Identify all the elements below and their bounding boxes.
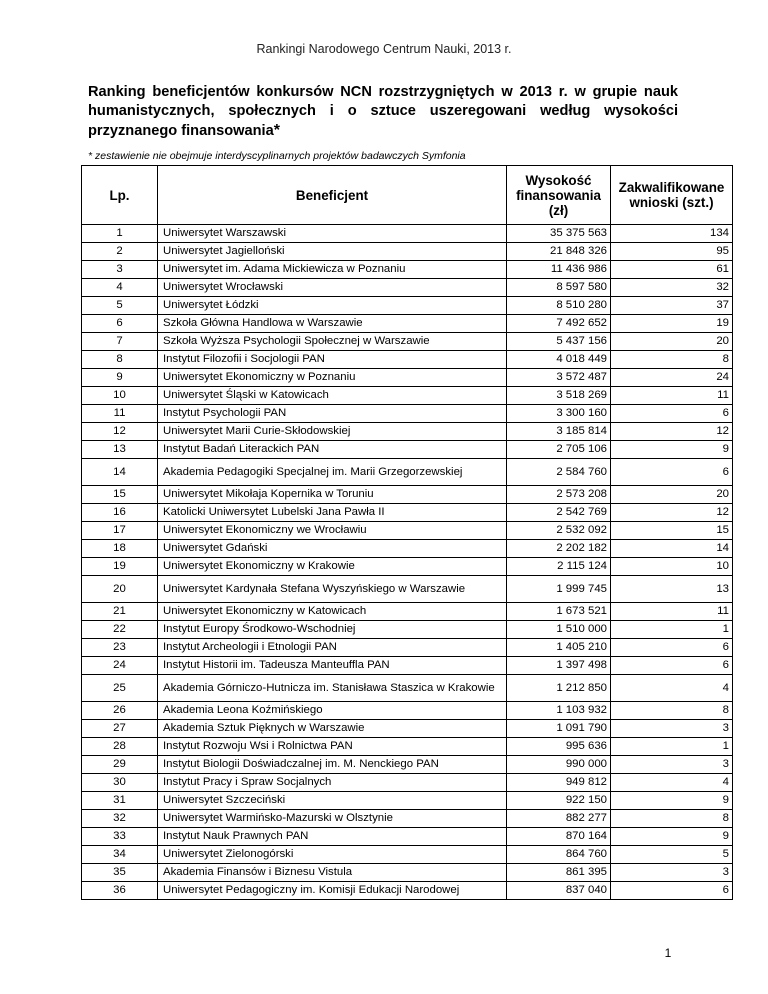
cell-amount: 949 812 [507, 774, 611, 792]
cell-amount: 8 510 280 [507, 297, 611, 315]
cell-lp: 23 [82, 639, 158, 657]
table-row [82, 243, 733, 261]
table-row [82, 279, 733, 297]
title-text: Ranking beneficjentów konkursów NCN rozstrzygniętych w 2013 r. w grupie nauk humanistycznych, społecznych i o sztuce uszeregowani według wysokości przyznanego finansowania [88, 84, 678, 139]
cell-beneficiary: Uniwersytet Łódzki [158, 297, 507, 315]
cell-lp: 9 [82, 369, 158, 387]
cell-count: 13 [611, 576, 733, 603]
table-row [82, 522, 733, 540]
cell-count: 24 [611, 369, 733, 387]
cell-lp: 33 [82, 828, 158, 846]
cell-beneficiary: Uniwersytet im. Adama Mickiewicza w Poznaniu [158, 261, 507, 279]
cell-amount: 7 492 652 [507, 315, 611, 333]
table-body [82, 225, 733, 900]
cell-amount: 870 164 [507, 828, 611, 846]
cell-count: 6 [611, 405, 733, 423]
cell-amount: 3 185 814 [507, 423, 611, 441]
cell-amount: 861 395 [507, 864, 611, 882]
cell-count: 8 [611, 702, 733, 720]
cell-count: 10 [611, 558, 733, 576]
cell-lp: 15 [82, 486, 158, 504]
cell-beneficiary: Uniwersytet Warmińsko-Mazurski w Olsztynie [158, 810, 507, 828]
title-asterisk: * [273, 122, 280, 139]
cell-beneficiary: Instytut Europy Środkowo-Wschodniej [158, 621, 507, 639]
cell-lp: 5 [82, 297, 158, 315]
cell-lp: 11 [82, 405, 158, 423]
cell-lp: 22 [82, 621, 158, 639]
cell-beneficiary: Instytut Archeologii i Etnologii PAN [158, 639, 507, 657]
table-row [82, 792, 733, 810]
cell-lp: 18 [82, 540, 158, 558]
table-row [82, 333, 733, 351]
table-row [82, 882, 733, 900]
cell-amount: 922 150 [507, 792, 611, 810]
table-row [82, 459, 733, 486]
cell-beneficiary: Uniwersytet Śląski w Katowicach [158, 387, 507, 405]
cell-count: 1 [611, 621, 733, 639]
cell-count: 15 [611, 522, 733, 540]
cell-beneficiary: Uniwersytet Ekonomiczny w Krakowie [158, 558, 507, 576]
cell-count: 32 [611, 279, 733, 297]
cell-amount: 882 277 [507, 810, 611, 828]
table-row [82, 774, 733, 792]
cell-beneficiary: Instytut Historii im. Tadeusza Manteuffla PAN [158, 657, 507, 675]
cell-count: 11 [611, 387, 733, 405]
cell-amount: 2 542 769 [507, 504, 611, 522]
cell-beneficiary: Instytut Biologii Doświadczalnej im. M. Nenckiego PAN [158, 756, 507, 774]
table-row [82, 738, 733, 756]
page-number: 1 [664, 946, 672, 960]
cell-count: 12 [611, 504, 733, 522]
table-row [82, 639, 733, 657]
running-header: Rankingi Narodowego Centrum Nauki, 2013 r. [256, 42, 512, 56]
cell-lp: 7 [82, 333, 158, 351]
table-row [82, 576, 733, 603]
cell-amount: 21 848 326 [507, 243, 611, 261]
cell-amount: 2 532 092 [507, 522, 611, 540]
cell-count: 3 [611, 720, 733, 738]
cell-beneficiary: Uniwersytet Marii Curie-Skłodowskiej [158, 423, 507, 441]
cell-count: 6 [611, 882, 733, 900]
cell-lp: 17 [82, 522, 158, 540]
cell-amount: 1 673 521 [507, 603, 611, 621]
cell-amount: 2 115 124 [507, 558, 611, 576]
table-row [82, 702, 733, 720]
cell-count: 19 [611, 315, 733, 333]
cell-lp: 35 [82, 864, 158, 882]
cell-count: 8 [611, 810, 733, 828]
cell-count: 37 [611, 297, 733, 315]
cell-lp: 3 [82, 261, 158, 279]
cell-lp: 19 [82, 558, 158, 576]
page-number-wrap [0, 946, 768, 960]
table-row [82, 387, 733, 405]
cell-lp: 31 [82, 792, 158, 810]
cell-amount: 990 000 [507, 756, 611, 774]
cell-amount: 4 018 449 [507, 351, 611, 369]
cell-amount: 3 300 160 [507, 405, 611, 423]
table-row [82, 423, 733, 441]
cell-count: 9 [611, 441, 733, 459]
cell-beneficiary: Uniwersytet Zielonogórski [158, 846, 507, 864]
cell-lp: 20 [82, 576, 158, 603]
cell-amount: 1 103 932 [507, 702, 611, 720]
cell-count: 6 [611, 657, 733, 675]
cell-beneficiary: Uniwersytet Pedagogiczny im. Komisji Edukacji Narodowej [158, 882, 507, 900]
cell-lp: 25 [82, 675, 158, 702]
cell-beneficiary: Uniwersytet Kardynała Stefana Wyszyńskiego w Warszawie [158, 576, 507, 603]
cell-lp: 26 [82, 702, 158, 720]
cell-lp: 16 [82, 504, 158, 522]
table-row [82, 504, 733, 522]
cell-beneficiary: Instytut Pracy i Spraw Socjalnych [158, 774, 507, 792]
cell-count: 9 [611, 792, 733, 810]
table-row [82, 225, 733, 243]
cell-beneficiary: Uniwersytet Wrocławski [158, 279, 507, 297]
cell-beneficiary: Szkoła Główna Handlowa w Warszawie [158, 315, 507, 333]
cell-beneficiary: Uniwersytet Warszawski [158, 225, 507, 243]
cell-amount: 11 436 986 [507, 261, 611, 279]
cell-lp: 1 [82, 225, 158, 243]
cell-count: 12 [611, 423, 733, 441]
cell-lp: 10 [82, 387, 158, 405]
header-beneficiary: Beneficjent [158, 166, 507, 225]
cell-count: 14 [611, 540, 733, 558]
cell-amount: 2 573 208 [507, 486, 611, 504]
cell-beneficiary: Instytut Filozofii i Socjologii PAN [158, 351, 507, 369]
cell-amount: 35 375 563 [507, 225, 611, 243]
cell-beneficiary: Uniwersytet Jagielloński [158, 243, 507, 261]
cell-count: 95 [611, 243, 733, 261]
cell-beneficiary: Uniwersytet Szczeciński [158, 792, 507, 810]
table-row [82, 810, 733, 828]
cell-lp: 8 [82, 351, 158, 369]
cell-beneficiary: Akademia Pedagogiki Specjalnej im. Marii Grzegorzewskiej [158, 459, 507, 486]
table-header-row [82, 166, 733, 225]
cell-lp: 34 [82, 846, 158, 864]
cell-count: 3 [611, 756, 733, 774]
cell-beneficiary: Katolicki Uniwersytet Lubelski Jana Pawła II [158, 504, 507, 522]
cell-amount: 5 437 156 [507, 333, 611, 351]
cell-lp: 29 [82, 756, 158, 774]
cell-lp: 21 [82, 603, 158, 621]
cell-lp: 32 [82, 810, 158, 828]
cell-count: 6 [611, 639, 733, 657]
cell-beneficiary: Uniwersytet Mikołaja Kopernika w Toruniu [158, 486, 507, 504]
cell-beneficiary: Uniwersytet Ekonomiczny w Katowicach [158, 603, 507, 621]
table-row [82, 756, 733, 774]
table-row [82, 828, 733, 846]
cell-count: 20 [611, 486, 733, 504]
cell-amount: 995 636 [507, 738, 611, 756]
cell-lp: 13 [82, 441, 158, 459]
document-title [88, 83, 678, 141]
cell-beneficiary: Szkoła Wyższa Psychologii Społecznej w Warszawie [158, 333, 507, 351]
cell-lp: 2 [82, 243, 158, 261]
header-lp: Lp. [82, 166, 158, 225]
header-count: Zakwalifikowane wnioski (szt.) [611, 166, 733, 225]
cell-count: 61 [611, 261, 733, 279]
cell-amount: 1 091 790 [507, 720, 611, 738]
cell-amount: 2 705 106 [507, 441, 611, 459]
cell-count: 8 [611, 351, 733, 369]
header-amount: Wysokość finansowania (zł) [507, 166, 611, 225]
cell-lp: 28 [82, 738, 158, 756]
cell-lp: 12 [82, 423, 158, 441]
cell-beneficiary: Instytut Nauk Prawnych PAN [158, 828, 507, 846]
footnote: * zestawienie nie obejmuje interdyscyplinarnych projektów badawczych Symfonia [88, 150, 466, 162]
table-row [82, 846, 733, 864]
cell-amount: 1 397 498 [507, 657, 611, 675]
cell-amount: 2 584 760 [507, 459, 611, 486]
cell-beneficiary: Akademia Sztuk Pięknych w Warszawie [158, 720, 507, 738]
cell-beneficiary: Akademia Leona Koźmińskiego [158, 702, 507, 720]
cell-lp: 24 [82, 657, 158, 675]
cell-amount: 3 572 487 [507, 369, 611, 387]
table-row [82, 405, 733, 423]
cell-count: 4 [611, 774, 733, 792]
table-row [82, 351, 733, 369]
table-row [82, 315, 733, 333]
table-row [82, 675, 733, 702]
cell-beneficiary: Instytut Psychologii PAN [158, 405, 507, 423]
cell-lp: 27 [82, 720, 158, 738]
cell-count: 6 [611, 459, 733, 486]
cell-beneficiary: Akademia Górniczo-Hutnicza im. Stanisława Staszica w Krakowie [158, 675, 507, 702]
cell-amount: 864 760 [507, 846, 611, 864]
cell-count: 11 [611, 603, 733, 621]
cell-amount: 1 510 000 [507, 621, 611, 639]
table-row [82, 441, 733, 459]
table-row [82, 621, 733, 639]
cell-count: 5 [611, 846, 733, 864]
cell-beneficiary: Akademia Finansów i Biznesu Vistula [158, 864, 507, 882]
cell-count: 20 [611, 333, 733, 351]
cell-beneficiary: Uniwersytet Gdański [158, 540, 507, 558]
table-row [82, 603, 733, 621]
cell-count: 4 [611, 675, 733, 702]
cell-amount: 1 405 210 [507, 639, 611, 657]
cell-lp: 4 [82, 279, 158, 297]
table-row [82, 720, 733, 738]
cell-lp: 30 [82, 774, 158, 792]
cell-beneficiary: Instytut Badań Literackich PAN [158, 441, 507, 459]
cell-beneficiary: Uniwersytet Ekonomiczny we Wrocławiu [158, 522, 507, 540]
cell-count: 9 [611, 828, 733, 846]
cell-count: 3 [611, 864, 733, 882]
cell-beneficiary: Instytut Rozwoju Wsi i Rolnictwa PAN [158, 738, 507, 756]
cell-lp: 6 [82, 315, 158, 333]
cell-lp: 36 [82, 882, 158, 900]
cell-amount: 837 040 [507, 882, 611, 900]
cell-amount: 2 202 182 [507, 540, 611, 558]
table-row [82, 369, 733, 387]
cell-count: 1 [611, 738, 733, 756]
cell-beneficiary: Uniwersytet Ekonomiczny w Poznaniu [158, 369, 507, 387]
table-row [82, 297, 733, 315]
table-row [82, 261, 733, 279]
table-row [82, 657, 733, 675]
cell-count: 134 [611, 225, 733, 243]
table-row [82, 558, 733, 576]
table-row [82, 486, 733, 504]
cell-amount: 8 597 580 [507, 279, 611, 297]
cell-amount: 1 999 745 [507, 576, 611, 603]
cell-lp: 14 [82, 459, 158, 486]
table-row [82, 864, 733, 882]
cell-amount: 3 518 269 [507, 387, 611, 405]
ranking-table [81, 165, 733, 900]
table-row [82, 540, 733, 558]
cell-amount: 1 212 850 [507, 675, 611, 702]
